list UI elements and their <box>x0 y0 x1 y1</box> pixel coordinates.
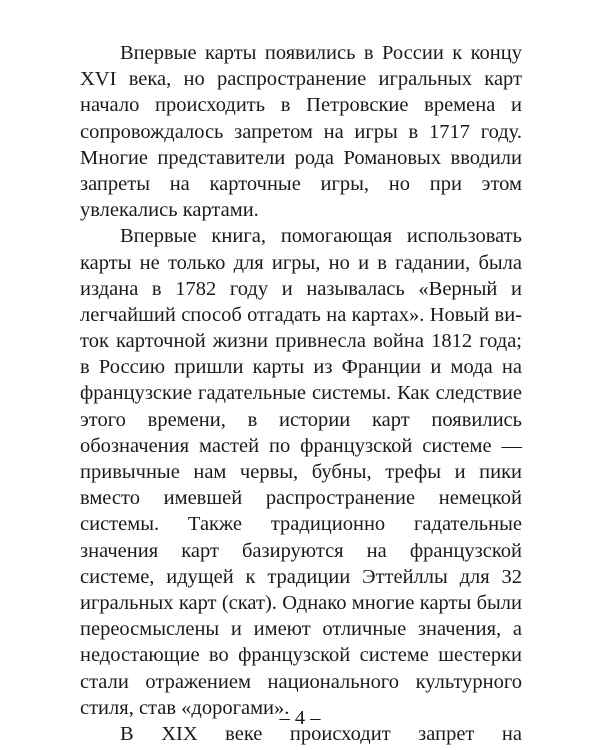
paragraph-1-line-2: XVI века, но распространение игральных карт <box>80 68 522 91</box>
paragraph-2-line-19: стиля, став «дорогами». <box>80 696 290 719</box>
paragraph-2-line-11: вместо имевшей распространение немецкой <box>80 487 522 510</box>
paragraph-2-line-18: стали отражением национального культурного <box>80 670 522 693</box>
paragraph-3-line-1: В XIX веке происходит запрет на <box>120 722 522 745</box>
paragraph-2-line-7: французские гадательные системы. Как следствие <box>80 382 522 405</box>
paragraph-1-line-5: Многие представители рода Романовых вводили <box>80 146 522 169</box>
paragraph-2-line-12: системы. Также традиционно гадательные <box>80 513 522 536</box>
paragraph-2-line-9: обозначения мастей по французской системе — <box>80 434 522 457</box>
paragraph-1-line-3: начало происходить в Петровские времена и <box>80 94 522 117</box>
paragraph-2-line-8: этого времени, в истории карт появились <box>80 408 522 431</box>
paragraph-2-line-13: значения карт базируются на французской <box>80 539 522 562</box>
paragraph-2-line-10: привычные нам червы, бубны, трефы и пики <box>80 461 522 483</box>
paragraph-2-line-6: в Россию пришли карты из Франции и мода на <box>80 356 522 379</box>
page-number: – 4 – <box>279 707 321 729</box>
paragraph-2-line-3: издана в 1782 году и называлась «Верный и <box>80 277 522 300</box>
paragraph-1-line-7: увлекались картами. <box>80 199 259 222</box>
paragraph-2-line-4: легчайший способ отгадать на картах». Новый ви- <box>80 303 522 326</box>
paragraph-1-line-4: сопровождалось запретом на игры в 1717 году. <box>80 120 522 143</box>
paragraph-1-line-6: запреты на карточные игры, но при этом <box>80 172 522 195</box>
paragraph-2-line-1: Впервые книга, помогающая использовать <box>120 225 522 248</box>
body-text <box>80 40 522 747</box>
paragraph-2-line-16: переосмыслены и имеют отличные значения, а <box>80 618 522 641</box>
paragraph-2-line-2: карты не только для игры, но и в гадании, была <box>80 251 522 274</box>
paragraph-2-line-14: системе, идущей к традиции Эттейллы для 32 <box>80 565 522 588</box>
paragraph-2-line-5: ток карточной жизни привнесла война 1812 года; <box>80 330 522 353</box>
paragraph-1-line-1: Впервые карты появились в России к концу <box>120 42 522 64</box>
paragraph-2-line-15: игральных карт (скат). Однако многие карты были <box>80 591 522 614</box>
paragraph-2-line-17: недостающие во французской системе шестерки <box>80 644 522 667</box>
